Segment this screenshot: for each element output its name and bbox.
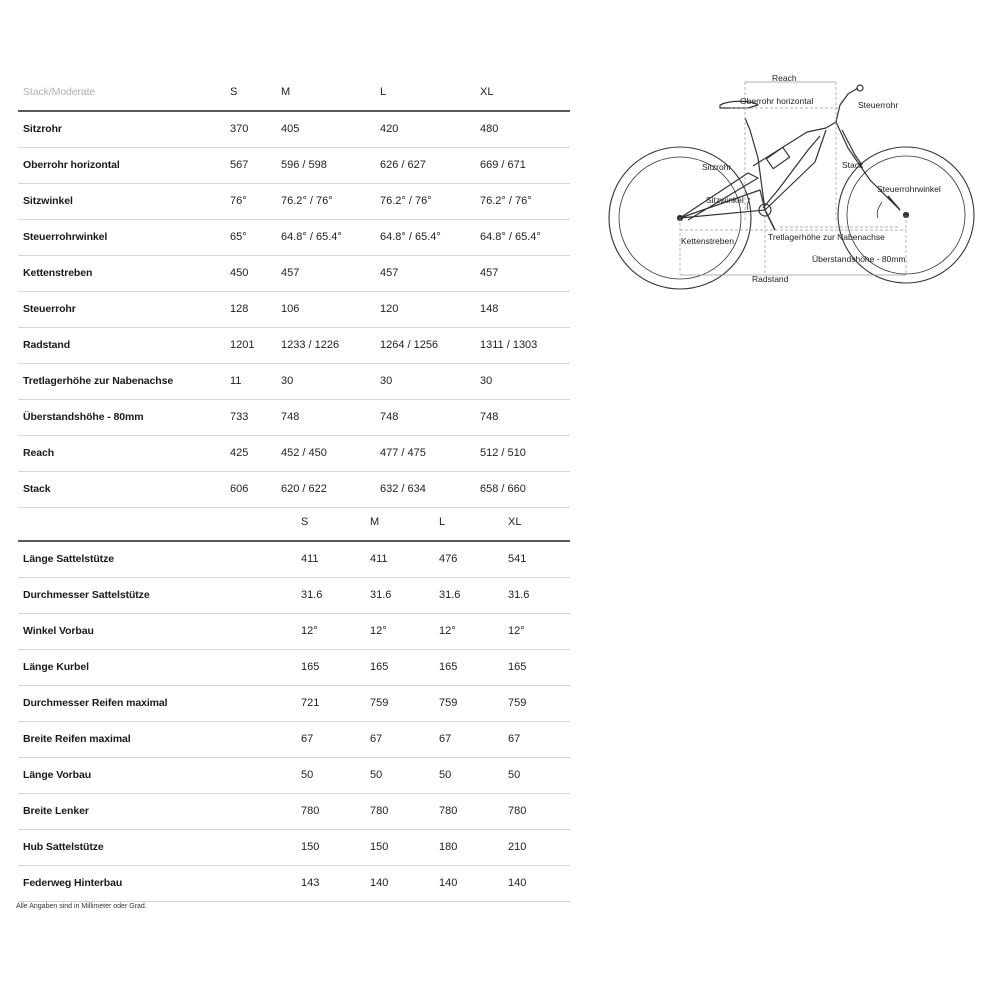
row-label: Federweg Hinterbau xyxy=(23,877,123,889)
row-value: 67 xyxy=(370,733,383,745)
label-reach: Reach xyxy=(772,73,797,83)
dimension-lines xyxy=(680,82,906,275)
row-value: 425 xyxy=(230,447,249,459)
row-value: 596 / 598 xyxy=(281,159,327,171)
table-row xyxy=(18,256,570,292)
bike-geometry-diagram xyxy=(600,70,985,295)
row-value: 512 / 510 xyxy=(480,447,526,459)
row-value: 1201 xyxy=(230,339,255,351)
row-value: 140 xyxy=(370,877,389,889)
row-value: 748 xyxy=(480,411,499,423)
row-value: 76.2° / 76° xyxy=(480,195,532,207)
row-value: 759 xyxy=(370,697,389,709)
table-row xyxy=(18,794,570,830)
row-value: 780 xyxy=(301,805,320,817)
row-value: 620 / 622 xyxy=(281,483,327,495)
row-value: 12° xyxy=(508,625,525,637)
table-header-row xyxy=(18,75,570,112)
row-label: Länge Kurbel xyxy=(23,661,89,673)
row-label: Hub Sattelstütze xyxy=(23,841,104,853)
label-sitzrohr: Sitzrohr xyxy=(702,162,732,172)
row-value: 457 xyxy=(380,267,399,279)
row-value: 50 xyxy=(508,769,521,781)
header-size: XL xyxy=(480,86,494,98)
row-value: 106 xyxy=(281,303,300,315)
table-row xyxy=(18,400,570,436)
table-row xyxy=(18,686,570,722)
row-value: 780 xyxy=(439,805,458,817)
row-value: 780 xyxy=(508,805,527,817)
row-value: 64.8° / 65.4° xyxy=(480,231,541,243)
row-label: Stack xyxy=(23,483,51,495)
row-value: 150 xyxy=(370,841,389,853)
row-value: 140 xyxy=(508,877,527,889)
row-value: 165 xyxy=(370,661,389,673)
row-label: Winkel Vorbau xyxy=(23,625,94,637)
row-value: 748 xyxy=(380,411,399,423)
row-value: 411 xyxy=(370,553,388,565)
row-value: 76.2° / 76° xyxy=(380,195,432,207)
row-label: Sitzwinkel xyxy=(23,195,73,207)
row-value: 450 xyxy=(230,267,249,279)
row-value: 140 xyxy=(439,877,458,889)
table-row xyxy=(18,650,570,686)
row-label: Länge Vorbau xyxy=(23,769,92,781)
row-value: 31.6 xyxy=(301,589,323,601)
label-ueberstand: Überstandshöhe - 80mm xyxy=(812,254,906,264)
row-label: Durchmesser Sattelstütze xyxy=(23,589,150,601)
row-value: 11 xyxy=(230,375,242,387)
row-value: 128 xyxy=(230,303,249,315)
row-value: 67 xyxy=(508,733,521,745)
row-label: Sitzrohr xyxy=(23,123,62,135)
table-row xyxy=(18,614,570,650)
header-size: M xyxy=(370,516,380,528)
label-oberrohr: Oberrohr horizontal xyxy=(740,96,814,106)
table-row xyxy=(18,364,570,400)
row-label: Breite Lenker xyxy=(23,805,89,817)
row-value: 759 xyxy=(508,697,527,709)
row-value: 30 xyxy=(380,375,393,387)
row-value: 150 xyxy=(301,841,320,853)
row-label: Steuerrohrwinkel xyxy=(23,231,108,243)
table-row xyxy=(18,578,570,614)
row-value: 733 xyxy=(230,411,249,423)
table-row xyxy=(18,722,570,758)
row-value: 780 xyxy=(370,805,389,817)
footnote: Alle Angaben sind in Millimeter oder Grad. xyxy=(16,903,147,910)
row-value: 476 xyxy=(439,553,458,565)
row-value: 405 xyxy=(281,123,300,135)
row-label: Breite Reifen maximal xyxy=(23,733,131,745)
row-value: 31.6 xyxy=(508,589,530,601)
row-label: Radstand xyxy=(23,339,71,351)
row-label: Überstandshöhe - 80mm xyxy=(23,411,144,423)
table-row xyxy=(18,328,570,364)
table-row xyxy=(18,292,570,328)
row-value: 67 xyxy=(439,733,452,745)
table-header-row xyxy=(18,505,570,542)
label-stack: Stack xyxy=(842,160,864,170)
row-label: Steuerrohr xyxy=(23,303,76,315)
label-radstand: Radstand xyxy=(752,274,789,284)
row-value: 1233 / 1226 xyxy=(281,339,340,351)
row-value: 143 xyxy=(301,877,320,889)
row-value: 541 xyxy=(508,553,527,565)
table-row xyxy=(18,542,570,578)
header-size: L xyxy=(380,86,387,98)
header-size: S xyxy=(301,516,309,528)
row-value: 165 xyxy=(301,661,320,673)
table-row xyxy=(18,472,570,508)
row-label: Oberrohr horizontal xyxy=(23,159,120,171)
row-value: 180 xyxy=(439,841,458,853)
row-value: 12° xyxy=(439,625,456,637)
row-value: 12° xyxy=(370,625,387,637)
row-value: 65° xyxy=(230,231,247,243)
row-value: 759 xyxy=(439,697,458,709)
table-row xyxy=(18,220,570,256)
row-value: 50 xyxy=(370,769,383,781)
row-value: 370 xyxy=(230,123,249,135)
row-value: 606 xyxy=(230,483,249,495)
row-value: 457 xyxy=(480,267,499,279)
label-kettenstreben: Kettenstreben xyxy=(681,236,734,246)
row-value: 669 / 671 xyxy=(480,159,526,171)
header-label: Stack/Moderate xyxy=(23,86,96,98)
row-value: 148 xyxy=(480,303,499,315)
row-value: 721 xyxy=(301,697,320,709)
row-value: 30 xyxy=(480,375,493,387)
row-value: 31.6 xyxy=(370,589,392,601)
row-value: 1311 / 1303 xyxy=(480,339,538,351)
row-value: 64.8° / 65.4° xyxy=(380,231,441,243)
label-sitzwinkel: Sitzwinkel xyxy=(706,195,744,205)
row-label: Länge Sattelstütze xyxy=(23,553,114,565)
table-row xyxy=(18,148,570,184)
row-value: 411 xyxy=(301,553,319,565)
header-size: M xyxy=(281,86,291,98)
row-value: 632 / 634 xyxy=(380,483,426,495)
row-value: 210 xyxy=(508,841,527,853)
row-value: 420 xyxy=(380,123,399,135)
row-label: Reach xyxy=(23,447,55,459)
row-value: 477 / 475 xyxy=(380,447,426,459)
table-row xyxy=(18,436,570,472)
row-value: 76° xyxy=(230,195,247,207)
header-size: S xyxy=(230,86,238,98)
row-value: 76.2° / 76° xyxy=(281,195,333,207)
row-label: Kettenstreben xyxy=(23,267,93,279)
table-row xyxy=(18,184,570,220)
row-value: 120 xyxy=(380,303,399,315)
row-value: 626 / 627 xyxy=(380,159,426,171)
header-size: L xyxy=(439,516,446,528)
table-row xyxy=(18,866,570,902)
row-value: 67 xyxy=(301,733,314,745)
row-value: 50 xyxy=(439,769,452,781)
table-row xyxy=(18,830,570,866)
row-value: 64.8° / 65.4° xyxy=(281,231,342,243)
row-value: 12° xyxy=(301,625,318,637)
row-value: 165 xyxy=(439,661,458,673)
table-row xyxy=(18,112,570,148)
row-value: 31.6 xyxy=(439,589,461,601)
row-value: 567 xyxy=(230,159,249,171)
row-label: Tretlagerhöhe zur Nabenachse xyxy=(23,375,174,387)
row-value: 30 xyxy=(281,375,294,387)
row-label: Durchmesser Reifen maximal xyxy=(23,697,168,709)
row-value: 50 xyxy=(301,769,314,781)
table-row xyxy=(18,758,570,794)
header-size: XL xyxy=(508,516,522,528)
row-value: 165 xyxy=(508,661,527,673)
row-value: 1264 / 1256 xyxy=(380,339,439,351)
label-tretlager: Tretlagerhöhe zur Nabenachse xyxy=(768,232,885,242)
row-value: 748 xyxy=(281,411,300,423)
row-value: 452 / 450 xyxy=(281,447,327,459)
row-value: 457 xyxy=(281,267,300,279)
label-steuerrohrwinkel: Steuerrohrwinkel xyxy=(877,184,941,194)
label-steuerrohr: Steuerrohr xyxy=(858,100,899,110)
component-table xyxy=(18,505,570,902)
geometry-table xyxy=(18,75,570,508)
row-value: 480 xyxy=(480,123,499,135)
row-value: 658 / 660 xyxy=(480,483,526,495)
